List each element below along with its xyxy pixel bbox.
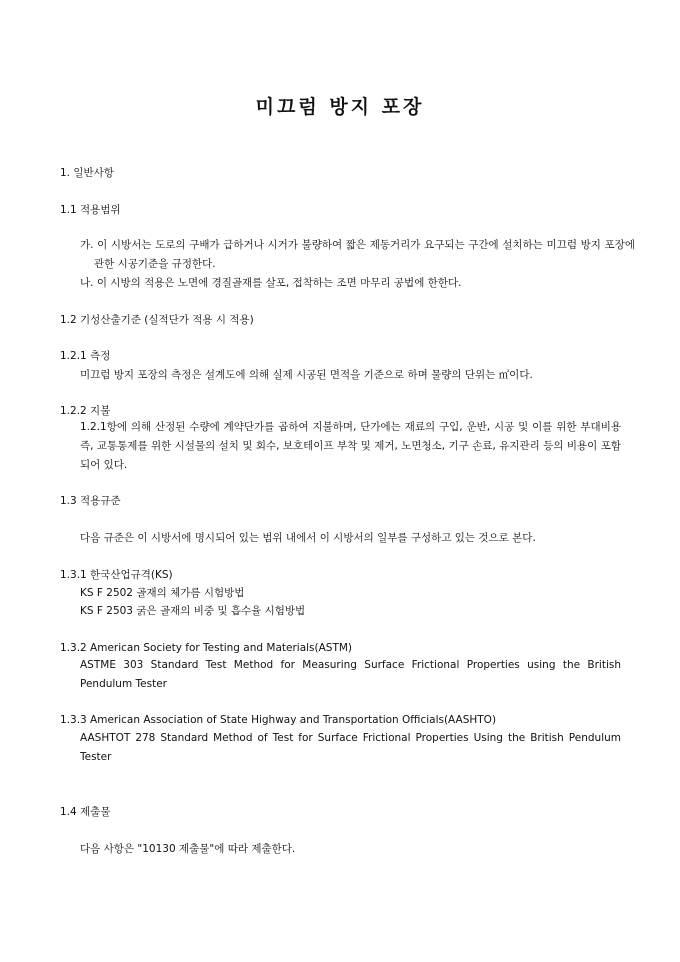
section-1-1-item-na: 나. 이 시방의 적용은 노면에 경질골재를 살포, 접착하는 조면 마무리 공법에 한한다. xyxy=(80,277,462,289)
section-1-heading: 1. 일반사항 xyxy=(60,167,114,179)
section-1-2-heading: 1.2 기성산출기준 (실적단가 적용 시 적용) xyxy=(60,314,254,326)
ks-standard-line-2: KS F 2503 굵은 골재의 비중 및 흡수율 시험방법 xyxy=(80,605,306,617)
section-1-3-body: 다음 규준은 이 시방서에 명시되어 있는 범위 내에서 이 시방서의 일부를 구성하고 있는 것으로 본다. xyxy=(80,532,536,544)
section-1-2-2-heading: 1.2.2 지불 xyxy=(60,405,111,417)
section-1-1-item-ga: 가. 이 시방서는 도로의 구배가 급하거나 시거가 불량하여 짧은 제동거리가 요구되는 구간에 설치하는 미끄럼 방지 포장에 관한 시공기준을 규정한다. xyxy=(80,239,635,270)
section-1-2-1-body: 미끄럼 방지 포장의 측정은 설계도에 의해 실제 시공된 면적을 기준으로 하며 물량의 단위는 ㎡이다. xyxy=(80,369,533,381)
section-1-2-2-body: 1.2.1항에 의해 산정된 수량에 계약단가를 곱하여 지불하며, 단가에는 재료의 구입, 운반, 시공 및 이를 위한 부대비용 즉, 교통통제를 위한 시설물의 설치 및 회수, 보호테이프 부착 및 제거, 노면청소, 기구 손료, 유지관리 등의 비용이 포함되어 있다. xyxy=(80,421,621,471)
section-1-4-heading: 1.4 제출물 xyxy=(60,806,111,818)
section-1-3-2-heading: 1.3.2 American Society for Testing and Materials(ASTM) xyxy=(60,642,353,654)
section-1-4-body: 다음 사항은 "10130 제출물"에 따라 제출한다. xyxy=(80,843,296,855)
section-1-3-2-body: ASTME 303 Standard Test Method for Measuring Surface Frictional Properties using the British Pendulum Tester xyxy=(80,659,621,690)
section-1-3-3-body: AASHTOT 278 Standard Method of Test for Surface Frictional Properties Using the British Pendulum Tester xyxy=(80,732,621,763)
section-1-3-1-heading: 1.3.1 한국산업규격(KS) xyxy=(60,569,173,581)
ks-standard-line-1: KS F 2502 골재의 체가름 시험방법 xyxy=(80,587,245,599)
section-1-1-heading: 1.1 적용범위 xyxy=(60,204,121,216)
section-1-2-1-heading: 1.2.1 측정 xyxy=(60,350,111,362)
document-title: 미끄럼 방지 포장 xyxy=(255,96,425,118)
section-1-3-3-heading: 1.3.3 American Association of State Highway and Transportation Officials(AASHTO) xyxy=(60,714,497,726)
section-1-3-heading: 1.3 적용규준 xyxy=(60,495,121,507)
